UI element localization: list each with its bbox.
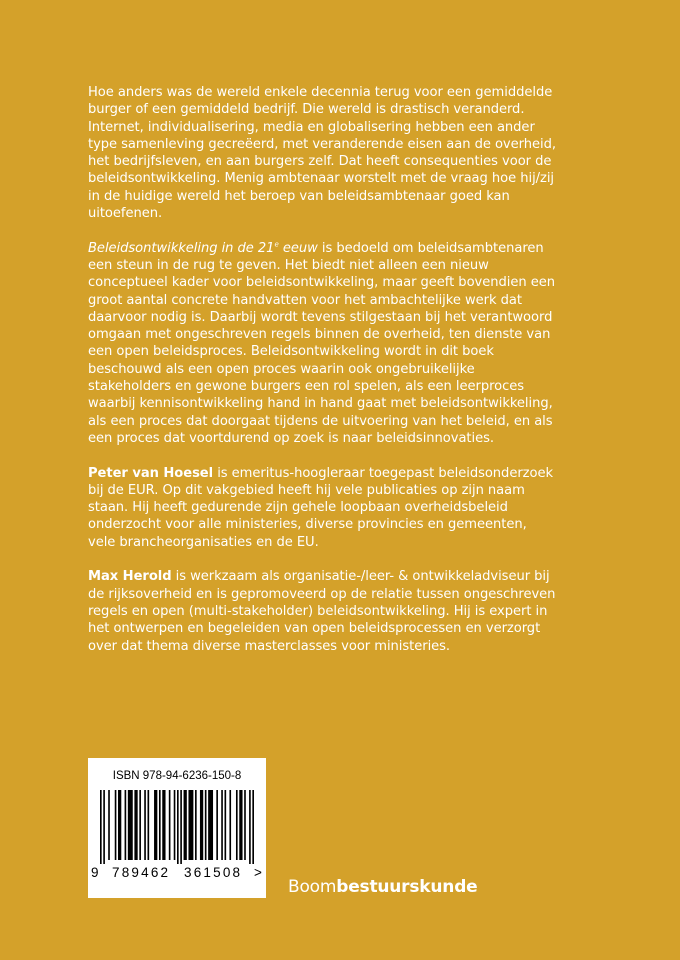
- barcode-bar: [195, 790, 197, 860]
- barcode-digit-first: 9: [91, 865, 99, 880]
- barcode-bar: [239, 790, 242, 860]
- barcode-bar: [205, 790, 207, 860]
- barcode-bar: [180, 790, 182, 864]
- isbn-label: ISBN 978-94-6236-150-8: [112, 770, 242, 782]
- barcode-bar: [252, 790, 254, 864]
- barcode-bars: [100, 790, 254, 864]
- barcode-bar: [139, 790, 141, 860]
- barcode-bar: [177, 790, 179, 864]
- barcode-bar: [118, 790, 121, 860]
- back-cover-text: [88, 84, 558, 672]
- barcode-bar: [221, 790, 223, 860]
- barcode-bar: [100, 790, 102, 864]
- barcode-bar: [108, 790, 110, 860]
- barcode-bar: [229, 790, 231, 860]
- publisher-name-light: Boom: [288, 877, 337, 897]
- barcode-panel: [88, 758, 266, 898]
- barcode-bar: [125, 790, 127, 860]
- barcode-bar: [169, 790, 171, 860]
- author-bio-paragraph-2: [88, 568, 558, 654]
- barcode-bar: [208, 790, 213, 860]
- book-title: [88, 241, 318, 256]
- author-name-2: Max Herold: [88, 569, 172, 585]
- barcode-bar: [159, 790, 161, 860]
- publisher-name-bold: bestuurskunde: [336, 877, 478, 897]
- barcode-bar: [249, 790, 251, 864]
- book-description-text: is bedoeld om beleidsambtenaren een steun in de rug te geven. Het biedt niet alleen een nieuw conceptueel kader voor beleidsontwikkeling, maar geeft bovendien een groot aantal concrete handvatten voor het ambachtelijke werk dat daarvoor nodig is. Daarbij wordt tevens stilgestaan bij het verantwoord omgaan met ongeschreven regels binnen de overheid, ten dienste van een open beleidsproces. Beleidsontwikkeling wordt in dit boek beschouwd als een open proces waarin ook ongebruikelijke stakeholders en gewone burgers een rol spelen, als een leerproces waarbij kennisontwikkeling hand in hand gaat met beleidsontwikkeling, als een proces dat doorgaat tijdens de uitvoering van het beleid, en als een proces dat voortdurend op zoek is naar beleidsinnovaties.: [88, 240, 555, 446]
- barcode-bar: [244, 790, 246, 860]
- barcode-bar: [174, 790, 176, 860]
- barcode-bar: [134, 790, 137, 860]
- book-title-main: Beleidsontwikkeling in de 21: [88, 240, 275, 256]
- author-name-1: Peter van Hoesel: [88, 465, 214, 481]
- barcode-bar: [115, 790, 117, 860]
- intro-paragraph: Hoe anders was de wereld enkele decennia terug voor een gemiddelde burger of een gemiddeld bedrijf. Die wereld is drastisch veranderd. Internet, individualisering, media en globalisering hebben een ander type samenleving gecreëerd, met veranderende eisen aan de overheid, het bedrijfsleven, en aan burgers zelf. Dat heeft consequenties voor de beleidsontwikkeling. Menig ambtenaar worstelt met de vraag hoe hij/zij in de huidige wereld het beroep van beleidsambtenaar goed kan uitoefenen.: [88, 85, 556, 222]
- barcode-bar: [200, 790, 203, 860]
- book-title-end: eeuw: [278, 240, 318, 256]
- book-description-paragraph: [88, 240, 558, 448]
- barcode-bar: [236, 790, 238, 860]
- barcode-bar: [216, 790, 218, 860]
- book-title-superscript: e: [274, 240, 279, 249]
- publisher-logo: [288, 877, 478, 897]
- barcode-digit-group-1: 789462: [112, 865, 171, 880]
- barcode-bar: [184, 790, 187, 860]
- author-bio-paragraph-1: [88, 465, 558, 551]
- barcode-bar: [162, 790, 165, 860]
- barcode-bar: [154, 790, 157, 860]
- barcode-bar: [128, 790, 133, 860]
- barcode-bar: [148, 790, 150, 860]
- barcode-digit-group-2: 361508: [184, 865, 243, 880]
- author-bio-text-2: is werkzaam als organisatie-/leer- & ontwikkeladviseur bij de rijksoverheid en is gepromoveerd op de relatie tussen ongeschreven regels en open (multi-stakeholder) beleidsontwikkeling. Hij is expert in het ontwerpen en begeleiden van open beleidsprocessen en verzorgt over dat thema diverse masterclasses voor ministeries.: [88, 569, 556, 654]
- barcode-bar: [225, 790, 227, 860]
- author-bio-text-1: is emeritus-hoogleraar toegepast beleidsonderzoek bij de EUR. Op dit vakgebied heeft hij vele publicaties op zijn naam staan. Hij heeft gedurende zijn gehele loopbaan overheidsbeleid onderzocht voor alle ministeries, diverse provincies en gemeenten, vele brancheorganisaties en de EU.: [88, 465, 553, 550]
- barcode-bar: [188, 790, 193, 860]
- barcode-arrow: >: [254, 865, 262, 880]
- barcode-bar: [144, 790, 146, 860]
- barcode-bar: [103, 790, 105, 864]
